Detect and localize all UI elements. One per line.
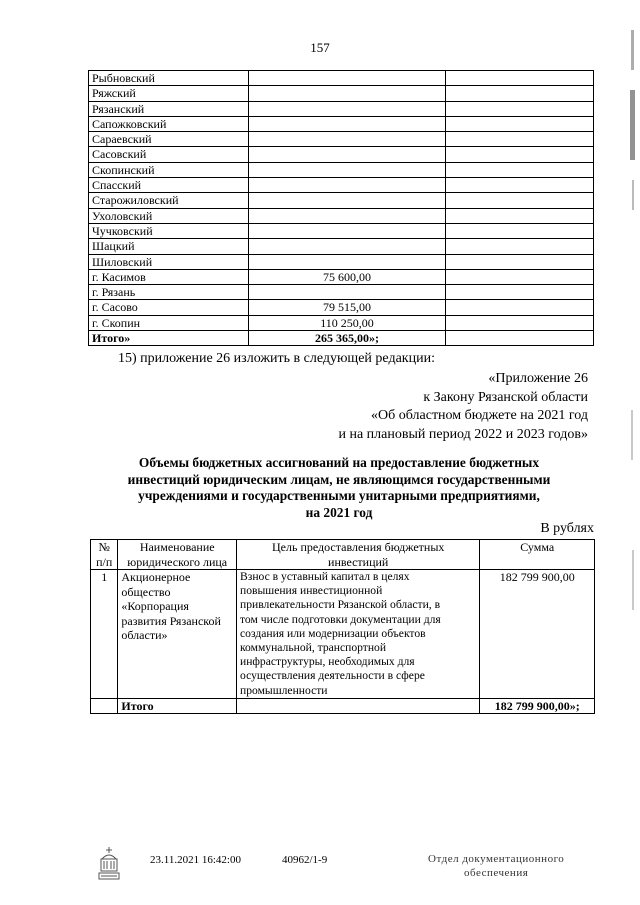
total-row bbox=[89, 331, 594, 346]
table-header-row bbox=[91, 540, 595, 570]
table-row bbox=[89, 193, 594, 208]
table-row bbox=[89, 223, 594, 238]
district-name: г. Рязань bbox=[89, 285, 249, 300]
district-name: г. Касимов bbox=[89, 269, 249, 284]
district-name: Ухоловский bbox=[89, 208, 249, 223]
document-title bbox=[94, 455, 584, 521]
total-num bbox=[91, 698, 118, 714]
appendix-heading bbox=[338, 370, 588, 444]
title-line-3: учреждениями и государственными унитарными предприятиями, bbox=[138, 488, 540, 503]
amendment-text: 15) приложение 26 изложить в следующей редакции: bbox=[118, 351, 435, 366]
allocation-value bbox=[248, 147, 445, 162]
table-row bbox=[91, 570, 595, 699]
title-line-4: на 2021 год bbox=[305, 504, 373, 520]
total-label: Итого bbox=[118, 698, 237, 714]
units-label: В рублях bbox=[540, 521, 594, 536]
investment-table bbox=[90, 539, 595, 714]
appendix-line-4: и на плановый период 2022 и 2023 годов» bbox=[338, 426, 588, 442]
district-name: Сараевский bbox=[89, 132, 249, 147]
empty-cell bbox=[446, 239, 594, 254]
district-name: Сапожковский bbox=[89, 116, 249, 131]
allocation-value: 79 515,00 bbox=[248, 300, 445, 315]
emblem-icon bbox=[96, 845, 122, 883]
header-goal: Цель предоставления бюджетных инвестиций bbox=[237, 540, 480, 570]
municipal-allocation-table bbox=[88, 70, 594, 346]
allocation-value bbox=[248, 116, 445, 131]
district-name: г. Скопин bbox=[89, 315, 249, 330]
empty-cell bbox=[446, 315, 594, 330]
appendix-line-3: «Об областном бюджете на 2021 год bbox=[371, 408, 588, 423]
district-name: Скопинский bbox=[89, 162, 249, 177]
total-goal bbox=[237, 698, 480, 714]
empty-cell bbox=[446, 132, 594, 147]
empty-cell bbox=[446, 101, 594, 116]
title-line-2: инвестиций юридическим лицам, не являющимся государственными bbox=[127, 471, 551, 487]
table-row bbox=[89, 86, 594, 101]
empty-cell bbox=[446, 254, 594, 269]
district-name: Шиловский bbox=[89, 254, 249, 269]
allocation-value bbox=[248, 101, 445, 116]
table-row bbox=[89, 147, 594, 162]
empty-cell bbox=[446, 116, 594, 131]
empty-cell bbox=[446, 147, 594, 162]
district-name: Шацкий bbox=[89, 239, 249, 254]
allocation-value bbox=[248, 132, 445, 147]
empty-cell bbox=[446, 300, 594, 315]
table-row bbox=[89, 162, 594, 177]
footer-doc-number: 40962/1-9 bbox=[282, 854, 328, 866]
table-row bbox=[89, 208, 594, 223]
allocation-value bbox=[248, 239, 445, 254]
table-row bbox=[89, 132, 594, 147]
row-num: 1 bbox=[91, 570, 118, 699]
district-name: Рыбновский bbox=[89, 71, 249, 86]
margin-stamp-graphic bbox=[628, 30, 638, 850]
entity-name: Акционерное общество «Корпорация развития Рязанской области» bbox=[118, 570, 237, 699]
total-value: 265 365,00»; bbox=[248, 331, 445, 346]
table-row bbox=[89, 315, 594, 330]
allocation-value bbox=[248, 208, 445, 223]
header-name: Наименование юридического лица bbox=[118, 540, 237, 570]
allocation-value bbox=[248, 162, 445, 177]
department-line-1: Отдел документационного bbox=[428, 853, 565, 865]
appendix-line-1: «Приложение 26 bbox=[488, 371, 588, 386]
table-row bbox=[89, 254, 594, 269]
title-line-1: Объемы бюджетных ассигнований на предоставление бюджетных bbox=[138, 455, 540, 470]
district-name: Сасовский bbox=[89, 147, 249, 162]
allocation-value: 75 600,00 bbox=[248, 269, 445, 284]
empty-cell bbox=[446, 71, 594, 86]
table-row bbox=[89, 239, 594, 254]
empty-cell bbox=[446, 269, 594, 284]
empty-cell bbox=[446, 285, 594, 300]
empty-cell bbox=[446, 208, 594, 223]
investment-goal: Взнос в уставный капитал в целях повышения инвестиционной привлекательности Рязанской области, в том числе подготовки документации для создания или модернизации объектов коммунальной, транспортной инфраструктуры, необходимых для осуществления деятельности в сфере промышленности bbox=[237, 570, 480, 699]
appendix-line-2: к Закону Рязанской области bbox=[423, 389, 588, 405]
allocation-value bbox=[248, 86, 445, 101]
table-row bbox=[89, 71, 594, 86]
allocation-value bbox=[248, 71, 445, 86]
district-name: г. Сасово bbox=[89, 300, 249, 315]
table-row bbox=[89, 269, 594, 284]
allocation-value bbox=[248, 285, 445, 300]
empty-cell bbox=[446, 86, 594, 101]
district-name: Спасский bbox=[89, 178, 249, 193]
allocation-value bbox=[248, 223, 445, 238]
table-row bbox=[89, 178, 594, 193]
department-stamp bbox=[428, 852, 564, 880]
table-row bbox=[89, 300, 594, 315]
district-name: Старожиловский bbox=[89, 193, 249, 208]
total-sum: 182 799 900,00»; bbox=[480, 698, 595, 714]
allocation-value bbox=[248, 178, 445, 193]
footer-timestamp: 23.11.2021 16:42:00 bbox=[150, 854, 241, 866]
header-sum: Сумма bbox=[480, 540, 595, 570]
table-row bbox=[89, 116, 594, 131]
district-name: Ряжский bbox=[89, 86, 249, 101]
department-line-2: обеспечения bbox=[464, 867, 529, 879]
allocation-value bbox=[248, 193, 445, 208]
allocation-value bbox=[248, 254, 445, 269]
header-num: № п/п bbox=[91, 540, 118, 570]
empty-cell bbox=[446, 331, 594, 346]
empty-cell bbox=[446, 178, 594, 193]
empty-cell bbox=[446, 162, 594, 177]
total-row bbox=[91, 698, 595, 714]
district-name: Рязанский bbox=[89, 101, 249, 116]
allocation-value: 110 250,00 bbox=[248, 315, 445, 330]
total-label: Итого» bbox=[89, 331, 249, 346]
empty-cell bbox=[446, 193, 594, 208]
page-number: 157 bbox=[310, 40, 330, 55]
district-name: Чучковский bbox=[89, 223, 249, 238]
table-row bbox=[89, 285, 594, 300]
table-row bbox=[89, 101, 594, 116]
empty-cell bbox=[446, 223, 594, 238]
investment-sum: 182 799 900,00 bbox=[480, 570, 595, 699]
